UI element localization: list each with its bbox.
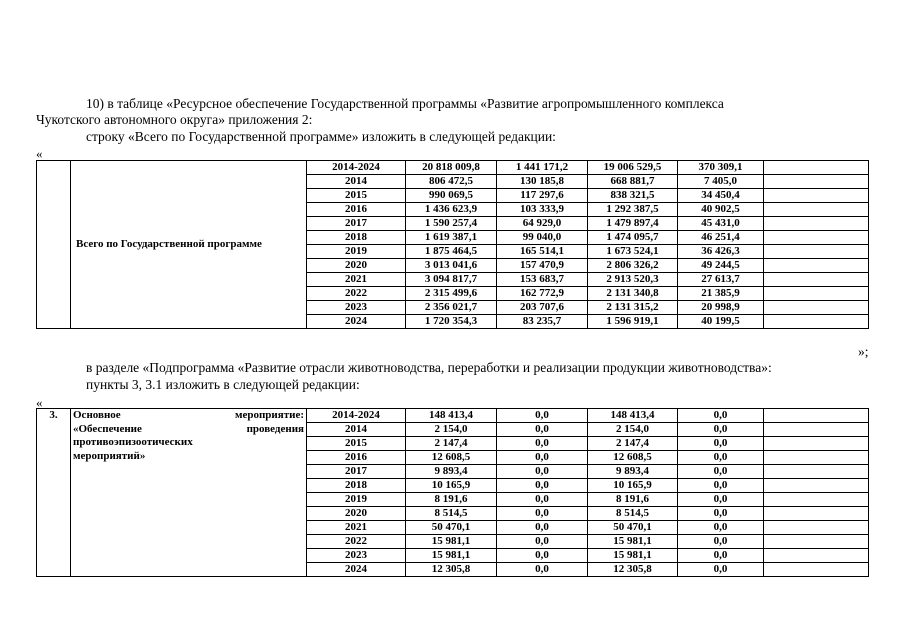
value-cell: 1 720 354,3 xyxy=(406,315,497,329)
value-cell: 3 094 817,7 xyxy=(406,273,497,287)
value-cell: 0,0 xyxy=(497,409,588,423)
value-cell: 64 929,0 xyxy=(497,217,588,231)
value-cell: 2 806 326,2 xyxy=(588,259,678,273)
value-cell: 15 981,1 xyxy=(588,535,678,549)
value-cell: 0,0 xyxy=(497,521,588,535)
value-cell: 2 154,0 xyxy=(588,423,678,437)
value-cell: 12 608,5 xyxy=(588,451,678,465)
value-cell: 103 333,9 xyxy=(497,203,588,217)
value-cell: 49 244,5 xyxy=(678,259,764,273)
empty-cell xyxy=(764,287,869,301)
value-cell: 0,0 xyxy=(678,535,764,549)
year-cell: 2022 xyxy=(307,535,406,549)
empty-cell xyxy=(764,189,869,203)
value-cell: 0,0 xyxy=(678,507,764,521)
value-cell: 0,0 xyxy=(497,479,588,493)
year-cell: 2019 xyxy=(307,245,406,259)
value-cell: 20 818 009,8 xyxy=(406,161,497,175)
mid-line-1: в разделе «Подпрограмма «Развитие отрасли животноводства, переработки и реализации продукции животноводства»: xyxy=(86,360,772,375)
table-row xyxy=(37,409,869,423)
value-cell: 12 305,8 xyxy=(588,563,678,577)
value-cell: 165 514,1 xyxy=(497,245,588,259)
value-cell: 50 470,1 xyxy=(406,521,497,535)
empty-cell xyxy=(764,245,869,259)
value-cell: 2 356 021,7 xyxy=(406,301,497,315)
value-cell: 1 292 387,5 xyxy=(588,203,678,217)
value-cell: 0,0 xyxy=(678,479,764,493)
year-cell: 2022 xyxy=(307,287,406,301)
empty-cell xyxy=(764,273,869,287)
year-cell: 2020 xyxy=(307,507,406,521)
value-cell: 83 235,7 xyxy=(497,315,588,329)
value-cell: 0,0 xyxy=(678,521,764,535)
value-cell: 157 470,9 xyxy=(497,259,588,273)
empty-cell xyxy=(764,465,869,479)
year-cell: 2024 xyxy=(307,315,406,329)
year-cell: 2014-2024 xyxy=(307,161,406,175)
value-cell: 2 154,0 xyxy=(406,423,497,437)
table-subprogram-item-3 xyxy=(36,408,869,577)
year-cell: 2023 xyxy=(307,301,406,315)
value-cell: 12 608,5 xyxy=(406,451,497,465)
value-cell: 148 413,4 xyxy=(406,409,497,423)
year-cell: 2016 xyxy=(307,203,406,217)
table-row xyxy=(37,161,869,175)
value-cell: 36 426,3 xyxy=(678,245,764,259)
close-quote-1: »; xyxy=(858,344,869,359)
year-cell: 2015 xyxy=(307,437,406,451)
value-cell: 370 309,1 xyxy=(678,161,764,175)
value-cell: 130 185,8 xyxy=(497,175,588,189)
value-cell: 2 147,4 xyxy=(406,437,497,451)
value-cell: 838 321,5 xyxy=(588,189,678,203)
year-cell: 2019 xyxy=(307,493,406,507)
value-cell: 148 413,4 xyxy=(588,409,678,423)
value-cell: 0,0 xyxy=(497,465,588,479)
table-program-total xyxy=(36,160,869,329)
year-cell: 2015 xyxy=(307,189,406,203)
empty-cell xyxy=(764,315,869,329)
year-cell: 2021 xyxy=(307,521,406,535)
empty-cell xyxy=(764,175,869,189)
value-cell: 10 165,9 xyxy=(406,479,497,493)
empty-cell xyxy=(764,409,869,423)
value-cell: 0,0 xyxy=(497,507,588,521)
empty-cell xyxy=(764,217,869,231)
value-cell: 45 431,0 xyxy=(678,217,764,231)
value-cell: 7 405,0 xyxy=(678,175,764,189)
value-cell: 0,0 xyxy=(678,451,764,465)
year-cell: 2014 xyxy=(307,423,406,437)
value-cell: 1 875 464,5 xyxy=(406,245,497,259)
label-line: противоэпизоотических xyxy=(73,436,193,448)
value-cell: 806 472,5 xyxy=(406,175,497,189)
value-cell: 8 191,6 xyxy=(406,493,497,507)
value-cell: 8 514,5 xyxy=(588,507,678,521)
empty-cell xyxy=(764,231,869,245)
empty-cell xyxy=(764,161,869,175)
intro-line-3: строку «Всего по Государственной программе» изложить в следующей редакции: xyxy=(86,129,556,144)
empty-cell xyxy=(764,479,869,493)
value-cell: 0,0 xyxy=(678,493,764,507)
value-cell: 0,0 xyxy=(678,549,764,563)
value-cell: 9 893,4 xyxy=(588,465,678,479)
empty-cell xyxy=(764,437,869,451)
value-cell: 0,0 xyxy=(497,549,588,563)
value-cell: 15 981,1 xyxy=(588,549,678,563)
value-cell: 2 315 499,6 xyxy=(406,287,497,301)
open-quote-2: « xyxy=(36,395,43,410)
label-word: Основное xyxy=(73,409,121,421)
value-cell: 1 441 171,2 xyxy=(497,161,588,175)
value-cell: 2 131 315,2 xyxy=(588,301,678,315)
open-quote-1: « xyxy=(36,146,43,161)
row-label: Всего по Государственной программе xyxy=(71,161,307,329)
value-cell: 8 191,6 xyxy=(588,493,678,507)
value-cell: 1 474 095,7 xyxy=(588,231,678,245)
value-cell: 40 902,5 xyxy=(678,203,764,217)
item-label xyxy=(71,409,307,577)
value-cell: 8 514,5 xyxy=(406,507,497,521)
year-cell: 2014 xyxy=(307,175,406,189)
value-cell: 10 165,9 xyxy=(588,479,678,493)
intro-line-1: 10) в таблице «Ресурсное обеспечение Государственной программы «Развитие агропромышленного комплекса xyxy=(86,96,724,111)
value-cell: 19 006 529,5 xyxy=(588,161,678,175)
item-number-cell xyxy=(37,161,71,329)
year-cell: 2020 xyxy=(307,259,406,273)
empty-cell xyxy=(764,535,869,549)
value-cell: 20 998,9 xyxy=(678,301,764,315)
value-cell: 0,0 xyxy=(497,437,588,451)
empty-cell xyxy=(764,203,869,217)
value-cell: 0,0 xyxy=(678,437,764,451)
value-cell: 1 619 387,1 xyxy=(406,231,497,245)
value-cell: 12 305,8 xyxy=(406,563,497,577)
year-cell: 2018 xyxy=(307,231,406,245)
item-number-cell: 3. xyxy=(37,409,71,577)
value-cell: 0,0 xyxy=(497,493,588,507)
intro-line-2: Чукотского автономного округа» приложения 2: xyxy=(36,112,313,127)
label-word: проведения xyxy=(246,422,304,435)
value-cell: 34 450,4 xyxy=(678,189,764,203)
value-cell: 1 479 897,4 xyxy=(588,217,678,231)
label-word: мероприятие: xyxy=(234,409,304,421)
value-cell: 1 673 524,1 xyxy=(588,245,678,259)
empty-cell xyxy=(764,301,869,315)
year-cell: 2018 xyxy=(307,479,406,493)
year-cell: 2014-2024 xyxy=(307,409,406,423)
value-cell: 40 199,5 xyxy=(678,315,764,329)
value-cell: 2 131 340,8 xyxy=(588,287,678,301)
empty-cell xyxy=(764,423,869,437)
value-cell: 117 297,6 xyxy=(497,189,588,203)
value-cell: 50 470,1 xyxy=(588,521,678,535)
label-word: «Обеспечение xyxy=(73,422,142,435)
value-cell: 0,0 xyxy=(497,451,588,465)
year-cell: 2016 xyxy=(307,451,406,465)
value-cell: 668 881,7 xyxy=(588,175,678,189)
value-cell: 15 981,1 xyxy=(406,549,497,563)
mid-line-2: пункты 3, 3.1 изложить в следующей редакции: xyxy=(86,377,360,392)
value-cell: 3 013 041,6 xyxy=(406,259,497,273)
empty-cell xyxy=(764,521,869,535)
empty-cell xyxy=(764,507,869,521)
value-cell: 2 913 520,3 xyxy=(588,273,678,287)
empty-cell xyxy=(764,259,869,273)
year-cell: 2017 xyxy=(307,217,406,231)
value-cell: 21 385,9 xyxy=(678,287,764,301)
value-cell: 203 707,6 xyxy=(497,301,588,315)
value-cell: 162 772,9 xyxy=(497,287,588,301)
value-cell: 9 893,4 xyxy=(406,465,497,479)
empty-cell xyxy=(764,563,869,577)
empty-cell xyxy=(764,549,869,563)
value-cell: 990 069,5 xyxy=(406,189,497,203)
value-cell: 1 590 257,4 xyxy=(406,217,497,231)
empty-cell xyxy=(764,451,869,465)
value-cell: 99 040,0 xyxy=(497,231,588,245)
value-cell: 153 683,7 xyxy=(497,273,588,287)
value-cell: 46 251,4 xyxy=(678,231,764,245)
value-cell: 0,0 xyxy=(497,423,588,437)
value-cell: 15 981,1 xyxy=(406,535,497,549)
year-cell: 2023 xyxy=(307,549,406,563)
value-cell: 1 436 623,9 xyxy=(406,203,497,217)
value-cell: 0,0 xyxy=(678,409,764,423)
empty-cell xyxy=(764,493,869,507)
value-cell: 0,0 xyxy=(497,563,588,577)
value-cell: 2 147,4 xyxy=(588,437,678,451)
year-cell: 2021 xyxy=(307,273,406,287)
year-cell: 2017 xyxy=(307,465,406,479)
value-cell: 0,0 xyxy=(497,535,588,549)
value-cell: 0,0 xyxy=(678,563,764,577)
value-cell: 27 613,7 xyxy=(678,273,764,287)
value-cell: 0,0 xyxy=(678,465,764,479)
value-cell: 0,0 xyxy=(678,423,764,437)
year-cell: 2024 xyxy=(307,563,406,577)
value-cell: 1 596 919,1 xyxy=(588,315,678,329)
label-line: мероприятий» xyxy=(73,449,146,462)
